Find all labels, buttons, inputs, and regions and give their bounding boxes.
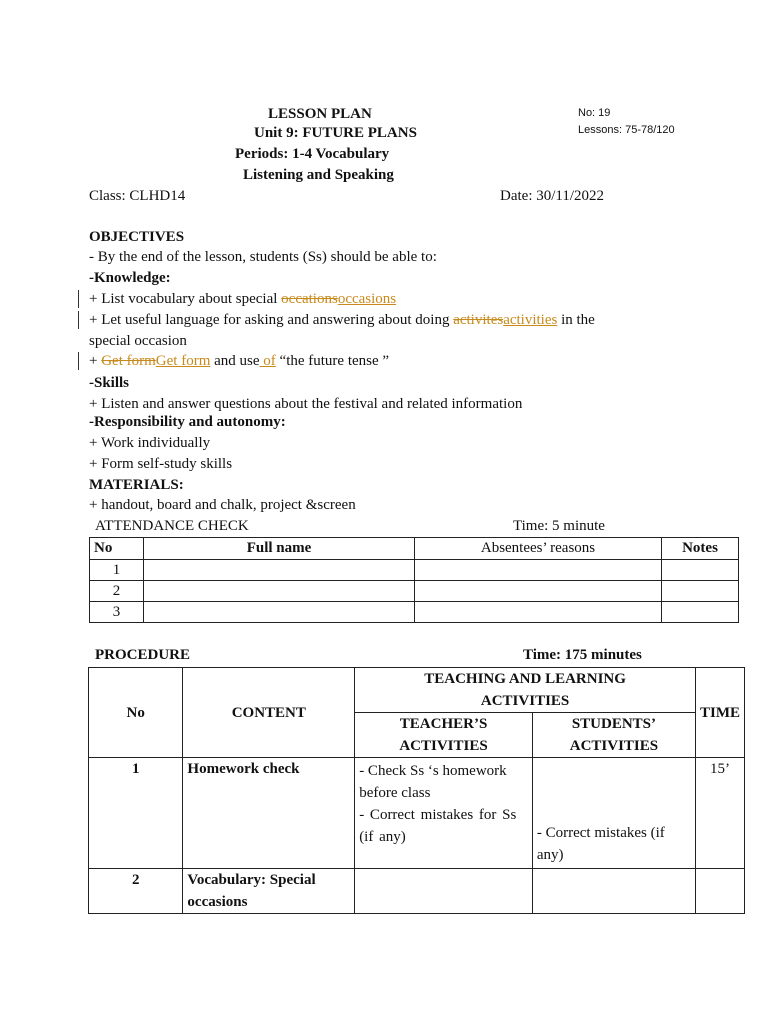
deleted-text: activites [453, 312, 504, 328]
responsibility-heading: -Responsibility and autonomy: [89, 414, 286, 430]
table-row: 2 [90, 581, 739, 602]
col-activities: TEACHING AND LEARNING ACTIVITIES [355, 668, 696, 713]
revision-bar [78, 311, 79, 329]
col-students: STUDENTS’ ACTIVITIES [532, 713, 695, 758]
revision-bar [78, 290, 79, 308]
responsibility-item-2: + Form self-study skills [89, 456, 233, 472]
materials-heading: MATERIALS: [89, 477, 184, 493]
table-row: 3 [90, 602, 739, 623]
attendance-table [89, 537, 739, 623]
teacher-activity: - Correct mistakes for Ss (if any) [359, 807, 517, 845]
lesson-number: No: 19 [578, 107, 611, 119]
knowledge-item-2: + Let useful language for asking and answering about doing activitesactivities in the [89, 312, 595, 328]
doc-title: LESSON PLAN [268, 106, 372, 122]
objectives-heading: OBJECTIVES [89, 229, 185, 245]
knowledge-item-1: + List vocabulary about special occationsoccasions [89, 291, 397, 307]
attendance-heading: ATTENDANCE CHECK [95, 518, 249, 534]
deleted-text: occations [281, 291, 338, 307]
skills-line: Listening and Speaking [243, 167, 394, 183]
revision-bar [78, 352, 79, 370]
col-teacher: TEACHER’S ACTIVITIES [355, 713, 533, 758]
lessons-range: Lessons: 75-78/120 [578, 124, 675, 136]
responsibility-item-1: + Work individually [89, 435, 211, 451]
table-row: 2 Vocabulary: Special occasions [89, 869, 745, 914]
procedure-time: Time: 175 minutes [523, 647, 642, 663]
knowledge-item-2-cont: special occasion [89, 333, 187, 349]
objectives-intro: - By the end of the lesson, students (Ss) should be able to: [89, 249, 437, 265]
procedure-heading: PROCEDURE [95, 647, 191, 663]
knowledge-item-3: + Get formGet form and use of “the future tense ” [89, 353, 390, 369]
inserted-text: occasions [337, 291, 397, 307]
col-full-name: Full name [144, 538, 415, 560]
class-label: Class: CLHD14 [89, 188, 186, 204]
deleted-text: Get form [101, 353, 156, 369]
inserted-text: activities [503, 312, 558, 328]
table-row: 1 [90, 560, 739, 581]
col-no: No [89, 668, 183, 758]
procedure-table [88, 667, 745, 914]
col-absentees-reasons: Absentees’ reasons [415, 538, 662, 560]
knowledge-heading: -Knowledge: [89, 270, 171, 286]
col-no: No [90, 538, 144, 560]
teacher-activity: - Check Ss ‘s homework before class [359, 763, 507, 801]
table-row: 1 Homework check - Check Ss ‘s homework before class - Correct mistakes for Ss (if any) - Correct mistakes (if any) 15’ [89, 758, 745, 869]
students-activity: - Correct mistakes (if any) [532, 758, 695, 869]
col-notes: Notes [662, 538, 739, 560]
col-time: TIME [695, 668, 744, 758]
skills-heading: -Skills [89, 375, 130, 391]
attendance-time: Time: 5 minute [513, 518, 605, 534]
materials-text: + handout, board and chalk, project &screen [89, 497, 356, 513]
unit-title: Unit 9: FUTURE PLANS [254, 125, 417, 141]
skills-item-1: + Listen and answer questions about the festival and related information [89, 396, 523, 412]
periods-line: Periods: 1-4 Vocabulary [235, 146, 390, 162]
date-label: Date: 30/11/2022 [500, 188, 605, 204]
col-content: CONTENT [183, 668, 355, 758]
inserted-text: Get form [155, 353, 211, 369]
inserted-text: of [259, 353, 276, 369]
